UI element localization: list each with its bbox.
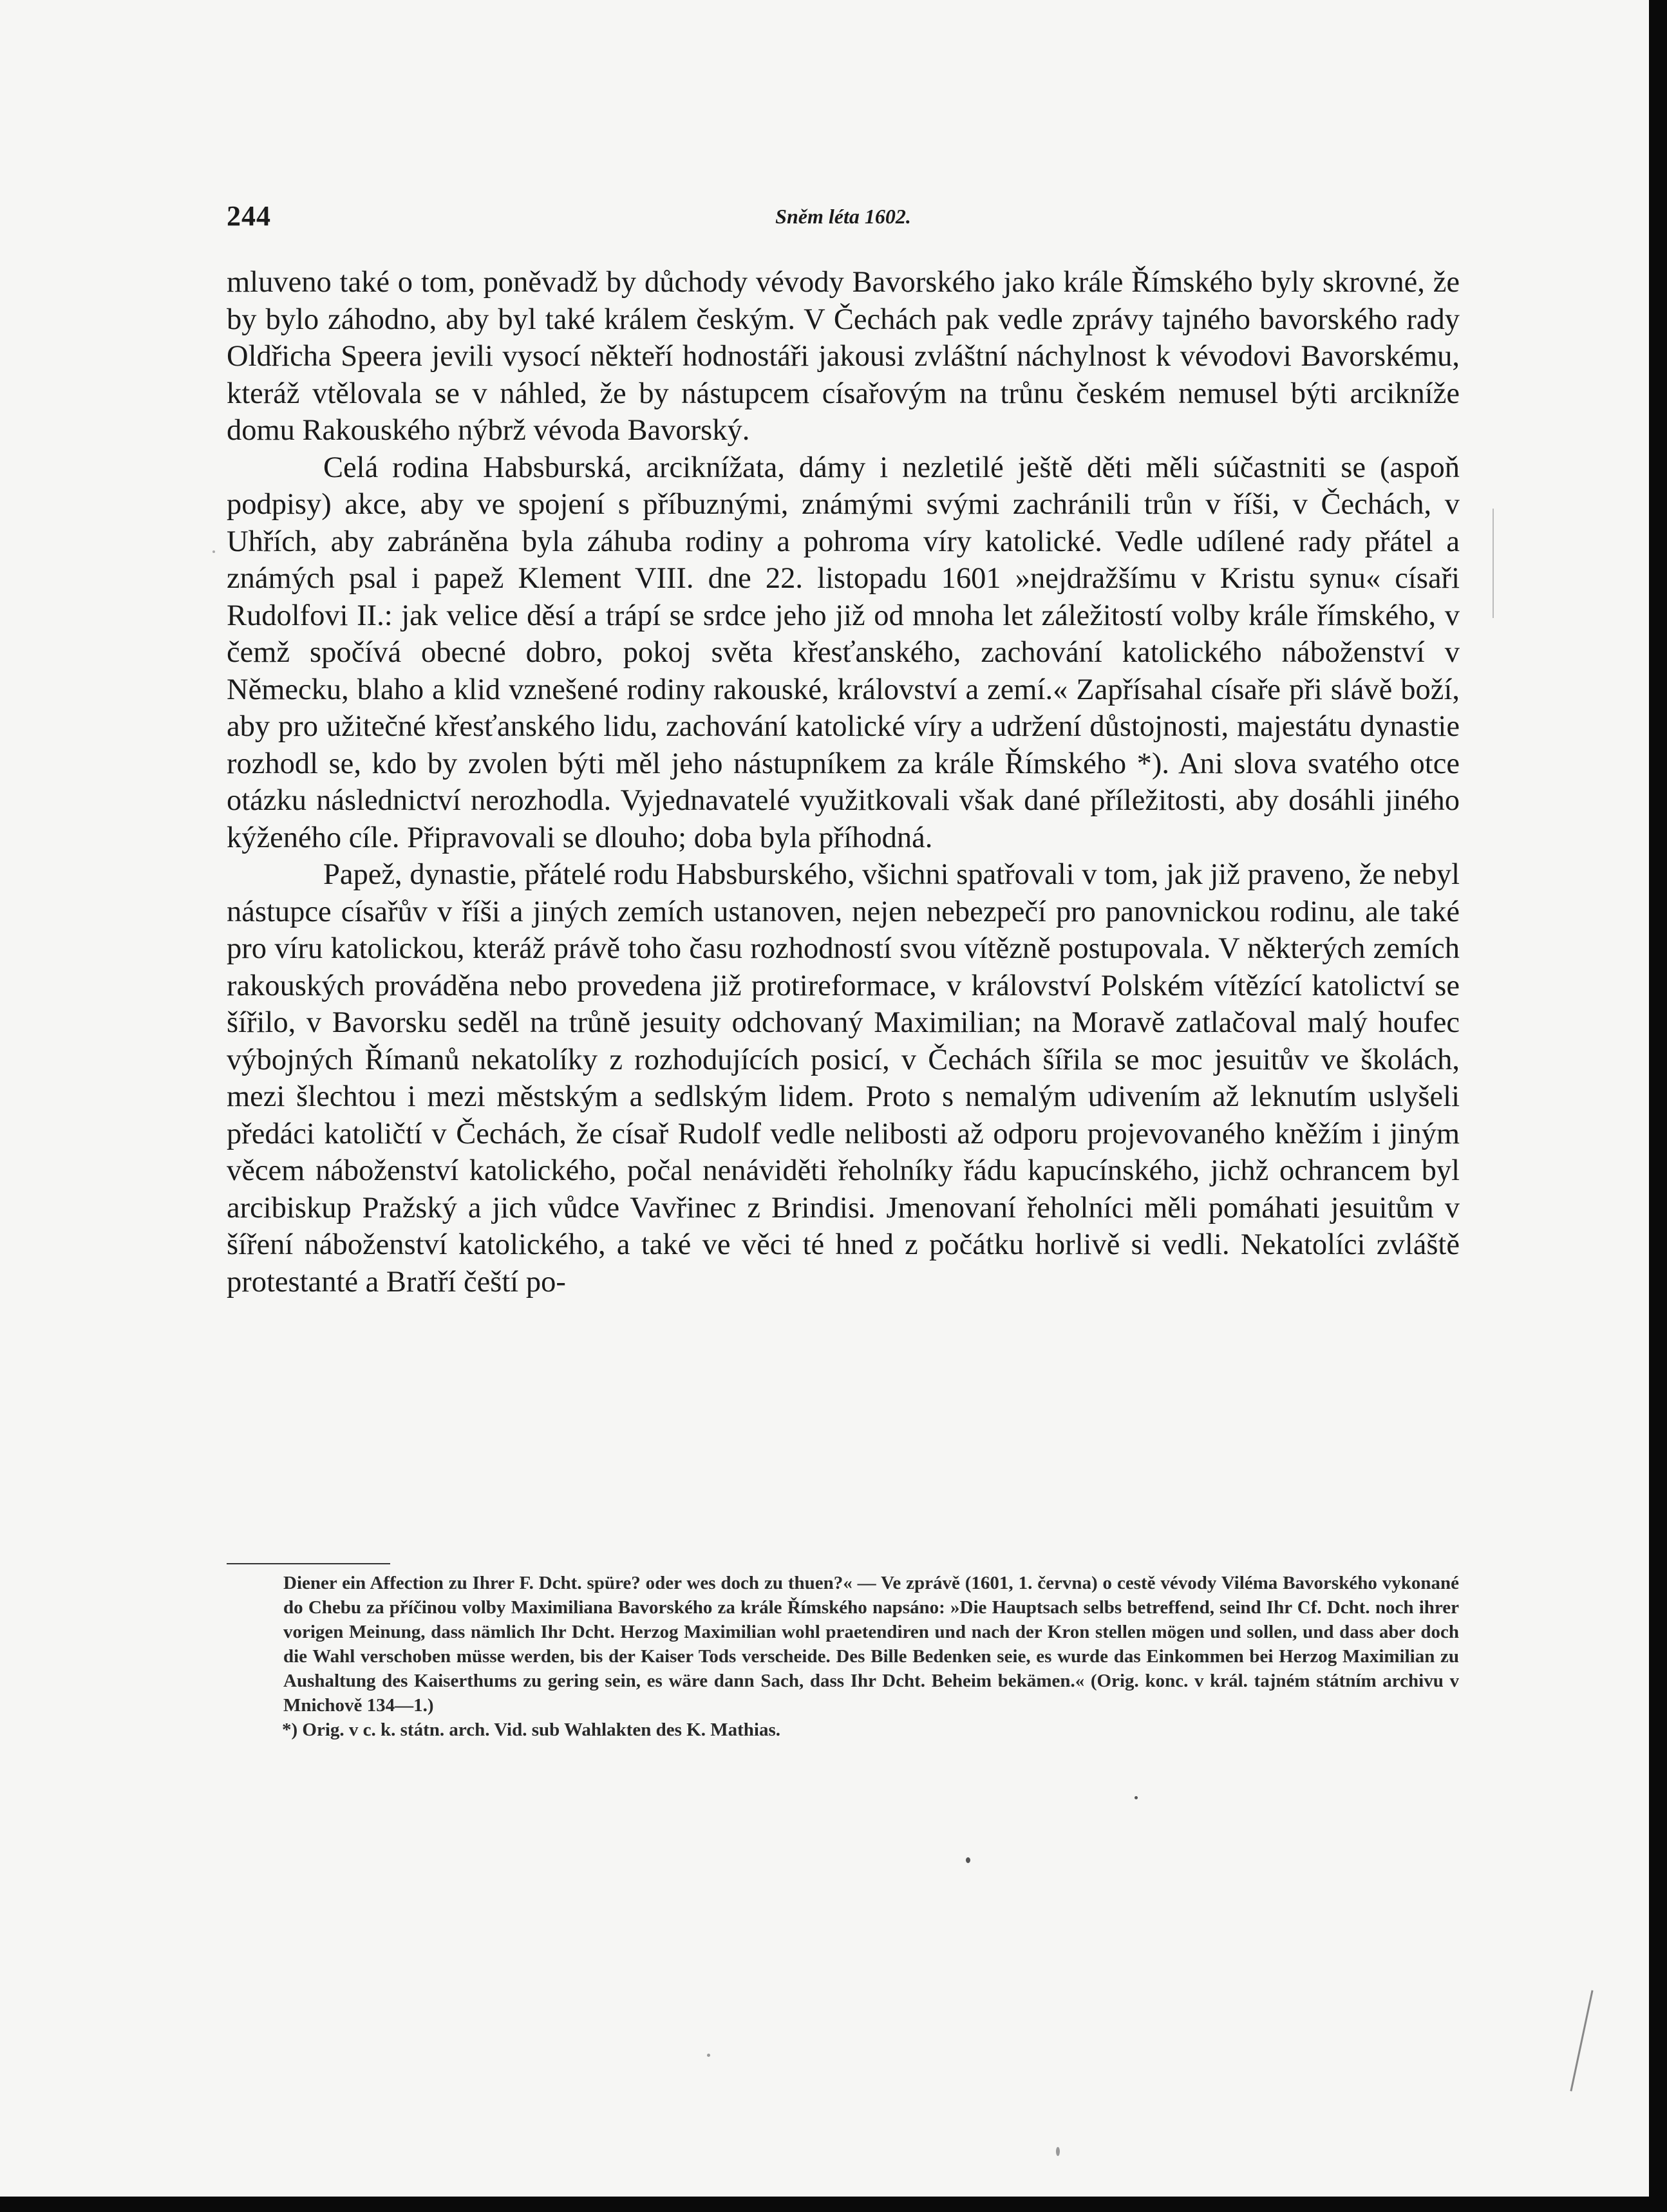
margin-pencil-mark — [1493, 509, 1494, 618]
main-text — [227, 264, 1460, 1300]
scan-border-bottom — [0, 2197, 1667, 2212]
paragraph-1: mluveno také o tom, poněvadž by důchody vévody Bavorského jako krále Římského byly skrovné, že by bylo záhodno, aby byl také králem českým. V Čechách pak vedle zprávy tajného bavorského rady Oldřicha Speera jevili vysocí někteří hodnostáři jakousi zvláštní náchylnost k vévodovi Bavorskému, kteráž vtělovala se v náhled, že by nástupcem císařovým na trůnu českém nemusel býti arcikníže domu Rakouského nýbrž vévoda Bavorský. — [227, 266, 1460, 447]
page-number: 244 — [227, 200, 271, 232]
paragraph-2: Celá rodina Habsburská, arciknížata, dámy i nezletilé ještě děti měli súčastniti se (aspoň podpisy) akce, aby ve spojení s příbuznými, známými svými zachránili trůn v říši, v Čechách, v Uhřích, aby zabráněna byla záhuba rodiny a pohroma víry katolické. Vedle udílené rady přátel a známých psal i papež Klement VIII. dne 22. listopadu 1601 »nejdražšímu v Kristu synu« císaři Rudolfovi II.: jak velice děsí a trápí se srdce jeho již od mnoha let záležitostí volby krále římského, v čemž spočívá obecné dobro, pokoj světa křesťanského, zachování katolického náboženství v Německu, blaho a klid vznešené rodiny rakouské, království a zemí.« Zapřísahal císaře při slávě boží, aby pro užitečné křesťanského lidu, zachování katolické víry a udržení důstojnosti, majestátu dynastie rozhodl se, kdo by zvolen býti měl jeho nástupníkem za krále Římského *). Ani slova svatého otce otázku následnictví nerozhodla. Vyjednavatelé využitkovali však dané příležitosti, aby dosáhli jiného kýženého cíle. Připravovali se dlouho; doba byla příhodná. — [227, 451, 1460, 854]
scan-border-right — [1649, 0, 1667, 2212]
scan-speck — [707, 2054, 710, 2057]
margin-pencil-mark — [1570, 1990, 1593, 2091]
footnote-star: *) Orig. v c. k. státn. arch. Vid. sub Wahlakten des K. Mathias. — [282, 1720, 780, 1740]
scan-speck — [212, 550, 215, 553]
page-header — [227, 200, 1460, 238]
running-title: Sněm léta 1602. — [775, 205, 911, 228]
scan-speck — [1135, 1796, 1138, 1799]
paragraph-3: Papež, dynastie, přátelé rodu Habsburského, všichni spatřovali v tom, jak již praveno, že nebyl nástupce císařův v říši a jiných zemích ustanoven, nejen nebezpečí pro panovnickou rodinu, ale také pro víru katolickou, kteráž právě toho času rozhodností svou vítězně postupovala. V některých zemích rakouských prováděna nebo provedena již protireformace, v království Polském vítězící katolictví se šířilo, v Bavorsku seděl na trůně jesuity odchovaný Maximilian; na Moravě zatlačoval malý houfec výbojných Římanů nekatolíky z rozhodujících posicí, v Čechách šířila se moc jesuitův ve školách, mezi šlechtou i mezi městským a sedlským lidem. Proto s nemalým udivením až leknutím uslyšeli předáci katoličtí v Čechách, že císař Rudolf vedle nelibosti až odporu projevovaného kněžím i jiným věcem náboženství katolického, počal nenáviděti řeholníky řádu kapucínského, jichž ochrancem byl arcibiskup Pražský a jich vůdce Vavřinec z Brindisi. Jmenovaní řeholníci měli pomáhati jesuitům v šíření náboženství katolického, a také ve věci té hned z počátku horlivě si vedli. Nekatolíci zvláště protestanté a Bratří čeští po- — [227, 858, 1460, 1298]
scan-speck — [1056, 2147, 1060, 2156]
footnote-divider — [227, 1563, 390, 1564]
scan-speck — [966, 1857, 970, 1863]
footnote-continued: Diener ein Affection zu Ihrer F. Dcht. spüre? oder wes doch zu thuen?« — Ve zprávě (1601, 1. června) o cestě vévody Viléma Bavorského vykonané do Chebu za příčinou volby Maximiliana Bavorského za krále Římského napsáno: »Die Hauptsach selbs betreffend, seind Ihr Cf. Dcht. noch ihrer vorigen Meinung, dass nämlich Ihr Dcht. Herzog Maximilian wohl praetendiren und nach der Kron stellen mögen und sollen, und dass aber doch die Wahl verschoben müsse werden, bis der Kaiser Tods verscheide. Des Bille Bedenken seie, es wurde das Einkommen bei Herzog Maximilian zu Aushaltung des Kaiserthums zu gering sein, es wäre dann Sach, dass Ihr Dcht. Beheim bekämen.« (Orig. konc. v král. tajném státním archivu v Mnichově 134—1.) — [283, 1573, 1459, 1716]
footnotes — [283, 1571, 1459, 1742]
